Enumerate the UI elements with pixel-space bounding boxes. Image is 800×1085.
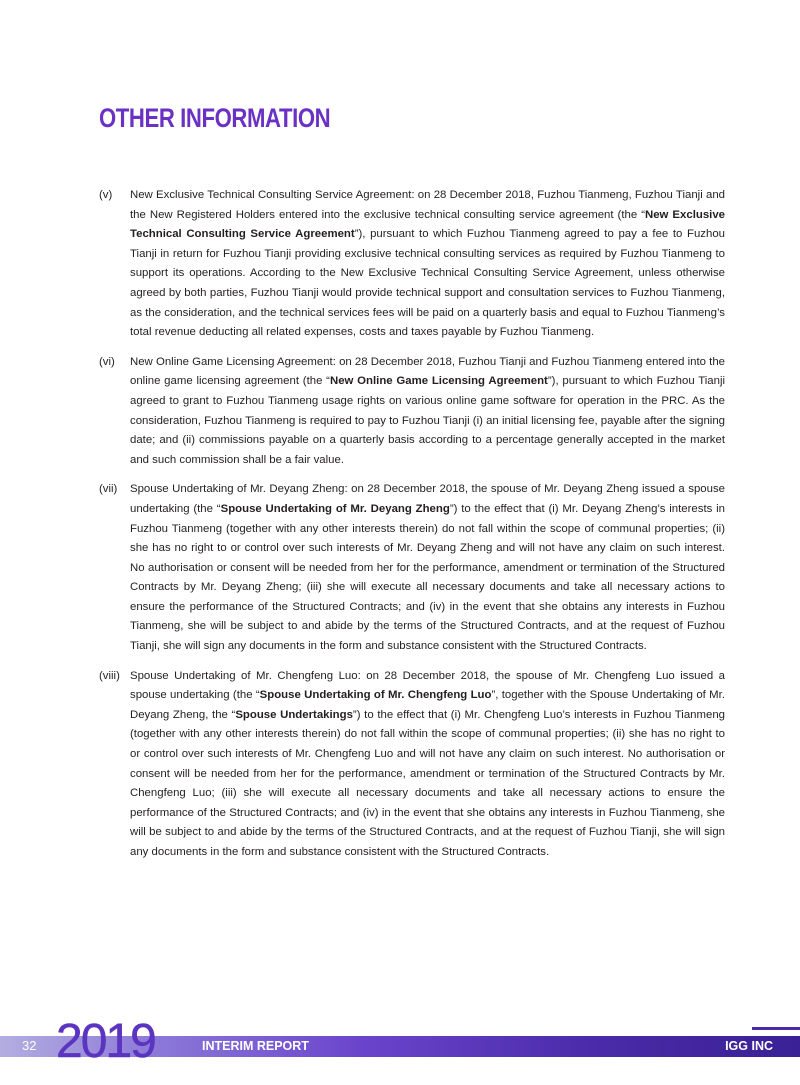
year-logo: 2019 — [56, 1015, 155, 1068]
list-item — [99, 353, 725, 471]
defined-term: New Online Game Licensing Agreement — [329, 375, 548, 388]
numbered-list — [99, 186, 725, 873]
page-title: OTHER INFORMATION — [99, 103, 331, 133]
item-text: New Exclusive Technical Consulting Service Agreement: on 28 December 2018, Fuzhou Tianmeng, Fuzhou Tianji and the New Registered Holders entered into the exclusive technical consulting service agreement (the “New Exclusive Technical Consulting Service Agreement”), pursuant to which Fuzhou Tianmeng agreed to pay a fee to Fuzhou Tianji in return for Fuzhou Tianji providing exclusive technical consulting services as required by Fuzhou Tianmeng to support its operations. According to the New Exclusive Technical Consulting Service Agreement, unless otherwise agreed by both parties, Fuzhou Tianji would provide technical support and consultation services to Fuzhou Tianmeng, as the consideration, and the technical services fees will be paid on a quarterly basis and equal to Fuzhou Tianmeng’s total revenue deducting all related expenses, costs and taxes payable by Fuzhou Tianmeng. — [130, 189, 725, 339]
page-number: 32 — [22, 1038, 37, 1053]
defined-term: New Exclusive Technical Consulting Service Agreement — [130, 208, 725, 241]
page-footer — [0, 1012, 800, 1085]
defined-term: Spouse Undertakings — [235, 708, 353, 721]
footer-accent-line — [752, 1027, 800, 1030]
item-text: Spouse Undertaking of Mr. Chengfeng Luo: on 28 December 2018, the spouse of Mr. Chengfeng Luo issued a spouse undertaking (the “Spouse Undertaking of Mr. Chengfeng Luo”, together with the Spouse Undertaking of Mr. Deyang Zheng, the “Spouse Undertakings”) to the effect that (i) Mr. Chengfeng Luo’s interests in Fuzhou Tianmeng (together with any other interests therein) do not fall within the scope of communal properties; (ii) she has no right to or control over such interests of Mr. Chengfeng Luo and will not have any claim on such interest. No authorisation or consent will be needed from her for the performance, amendment or termination of the Structured Contracts by Mr. Chengfeng Luo; (iii) she will execute all necessary documents and take all necessary actions to ensure the performance of the Structured Contracts; and (iv) in the event that she obtains any interests in Fuzhou Tianmeng, she will be subject to and abide by the terms of the Structured Contracts, and at the request of Fuzhou Tianji, she will sign any documents in the form and substance consistent with the Structured Contracts. — [130, 669, 725, 858]
defined-term: Spouse Undertaking of Mr. Deyang Zheng — [220, 502, 450, 515]
item-text: Spouse Undertaking of Mr. Deyang Zheng: on 28 December 2018, the spouse of Mr. Deyang Zheng issued a spouse undertaking (the “Spouse Undertaking of Mr. Deyang Zheng”) to the effect that (i) Mr. Deyang Zheng’s interests in Fuzhou Tianmeng (together with any other interests therein) do not fall within the scope of communal properties; (ii) she has no right to or control over such interests of Mr. Deyang Zheng and will not have any claim on such interest. No authorisation or consent will be needed from her for the performance, amendment or termination of the Structured Contracts by Mr. Deyang Zheng; (iii) she will execute all necessary documents and take all necessary actions to ensure the performance of the Structured Contracts; and (iv) in the event that she obtains any interests in Fuzhou Tianmeng, she will be subject to and abide by the terms of the Structured Contracts, and at the request of Fuzhou Tianji, she will sign any documents in the form and substance consistent with the Structured Contracts. — [130, 483, 725, 653]
list-item — [99, 667, 725, 863]
defined-term: Spouse Undertaking of Mr. Chengfeng Luo — [259, 689, 492, 702]
item-number: (viii) — [99, 669, 120, 682]
list-item — [99, 480, 725, 656]
item-number: (v) — [99, 189, 113, 201]
item-number: (vi) — [99, 355, 115, 368]
item-text: New Online Game Licensing Agreement: on 28 December 2018, Fuzhou Tianji and Fuzhou Tianmeng entered into the online game licensing agreement (the “New Online Game Licensing Agreement”), pursuant to which Fuzhou Tianji agreed to grant to Fuzhou Tianmeng usage rights on various online game software for operation in the PRC. As the consideration, Fuzhou Tianmeng is required to pay to Fuzhou Tianji (i) an initial licensing fee, payable after the signing date; and (ii) commissions payable on a quarterly basis according to a percentage generally accepted in the market and such commission shall be a fair value. — [130, 355, 726, 466]
item-number: (vii) — [99, 483, 118, 496]
list-item — [99, 186, 725, 343]
report-label: INTERIM REPORT — [202, 1039, 309, 1053]
company-name: IGG INC — [725, 1039, 773, 1053]
